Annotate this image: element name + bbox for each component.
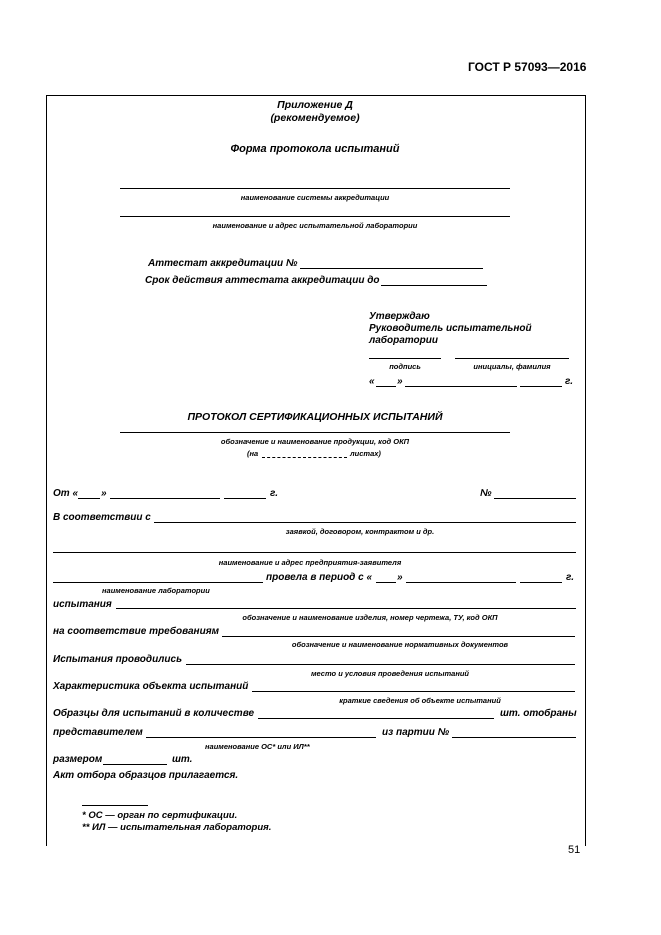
- approve-day-line: [376, 386, 396, 387]
- number-line: [494, 498, 576, 499]
- from-label: От «: [53, 488, 79, 499]
- samples-line: [258, 718, 494, 719]
- conducted-at-label: Испытания проводились: [53, 654, 183, 665]
- accordance-line: [154, 522, 576, 523]
- protocol-product-line: [120, 432, 510, 433]
- standard-number: ГОСТ Р 57093—2016: [468, 60, 587, 74]
- approve-date-close: »: [397, 376, 403, 387]
- from-year: г.: [270, 488, 278, 499]
- attestat-number-label: Аттестат аккредитации №: [148, 258, 298, 269]
- conducted-year-line: [520, 582, 562, 583]
- approve-year: г.: [565, 376, 573, 387]
- lab-address-caption: наименование и адрес испытательной лаборатории: [212, 221, 418, 230]
- approve-month-line: [405, 386, 517, 387]
- conducted-close: »: [397, 572, 403, 583]
- conducted-at-caption: место и условия проведения испытаний: [310, 669, 470, 678]
- size-line: [103, 764, 167, 765]
- accordance-label: В соответствии с: [53, 512, 151, 523]
- compliance-label: на соответствие требованиям: [53, 626, 219, 637]
- representative-line: [146, 737, 376, 738]
- from-month-line: [110, 498, 220, 499]
- approve-year-line: [520, 386, 562, 387]
- attestat-validity-line: [381, 285, 487, 286]
- attestat-validity-label: Срок действия аттестата аккредитации до: [145, 275, 380, 286]
- size-label: размером: [53, 754, 103, 765]
- object-line: [252, 691, 575, 692]
- protocol-title: ПРОТОКОЛ СЕРТИФИКАЦИОННЫХ ИСПЫТАНИЙ: [187, 411, 443, 423]
- from-year-line: [224, 498, 266, 499]
- sheets-line: [262, 457, 347, 458]
- applicant-line: [53, 552, 576, 553]
- approve-role2: лаборатории: [369, 335, 438, 346]
- appendix-title: Приложение Д: [277, 99, 353, 111]
- batch-line: [452, 737, 576, 738]
- compliance-caption: обозначение и наименование нормативных документов: [291, 640, 509, 649]
- tests-label: испытания: [53, 599, 112, 610]
- number-label: №: [480, 488, 492, 499]
- accr-system-caption: наименование системы аккредитации: [240, 193, 390, 202]
- samples-label: Образцы для испытаний в количестве: [53, 708, 255, 719]
- accr-system-line: [120, 188, 510, 189]
- approve-date-open: «: [369, 376, 375, 387]
- attestat-number-line: [300, 268, 483, 269]
- form-title: Форма протокола испытаний: [230, 143, 400, 155]
- conducted-label: провела в период с «: [266, 572, 373, 583]
- tests-line: [116, 608, 576, 609]
- conducted-day-line: [376, 582, 396, 583]
- size-unit: шт.: [172, 754, 193, 765]
- lab-caption: наименование лаборатории: [102, 586, 210, 595]
- object-label: Характеристика объекта испытаний: [53, 681, 249, 692]
- approve-role1: Руководитель испытательной: [369, 323, 532, 334]
- compliance-line: [222, 636, 575, 637]
- from-day-line: [78, 498, 100, 499]
- sign-line: [369, 358, 441, 359]
- representative-label: представителем: [53, 727, 143, 738]
- accordance-caption: заявкой, договором, контрактом и др.: [285, 527, 435, 536]
- samples-taken: шт. отобраны: [500, 708, 577, 719]
- object-caption: краткие сведения об объекте испытаний: [339, 696, 501, 705]
- protocol-caption: обозначение и наименование продукции, код ОКП: [220, 437, 410, 446]
- sign-caption: подпись: [389, 362, 421, 371]
- tests-caption: обозначение и наименование изделия, номер чертежа, ТУ, код ОКП: [242, 613, 498, 622]
- approve-word: Утверждаю: [369, 311, 430, 322]
- sheets-prefix: (на: [247, 449, 259, 458]
- conducted-at-line: [186, 664, 575, 665]
- footnote-separator: [82, 805, 148, 806]
- conducted-year: г.: [566, 572, 574, 583]
- page-number: 51: [568, 844, 581, 856]
- initials-caption: инициалы, фамилия: [473, 362, 551, 371]
- sheets-suffix: листах): [350, 449, 381, 458]
- conducted-month-line: [406, 582, 516, 583]
- initials-line: [455, 358, 569, 359]
- lab-address-line: [120, 216, 510, 217]
- applicant-caption: наименование и адрес предприятия-заявителя: [218, 558, 402, 567]
- lab-line: [53, 582, 263, 583]
- rep-caption: наименование ОС* или ИЛ**: [205, 742, 310, 751]
- batch-label: из партии №: [382, 727, 450, 738]
- footnote-os: * ОС — орган по сертификации.: [82, 810, 238, 821]
- footnote-il: ** ИЛ — испытательная лаборатория.: [82, 822, 272, 833]
- from-close: »: [101, 488, 107, 499]
- appendix-note: (рекомендуемое): [270, 112, 360, 124]
- act-note: Акт отбора образцов прилагается.: [53, 770, 239, 781]
